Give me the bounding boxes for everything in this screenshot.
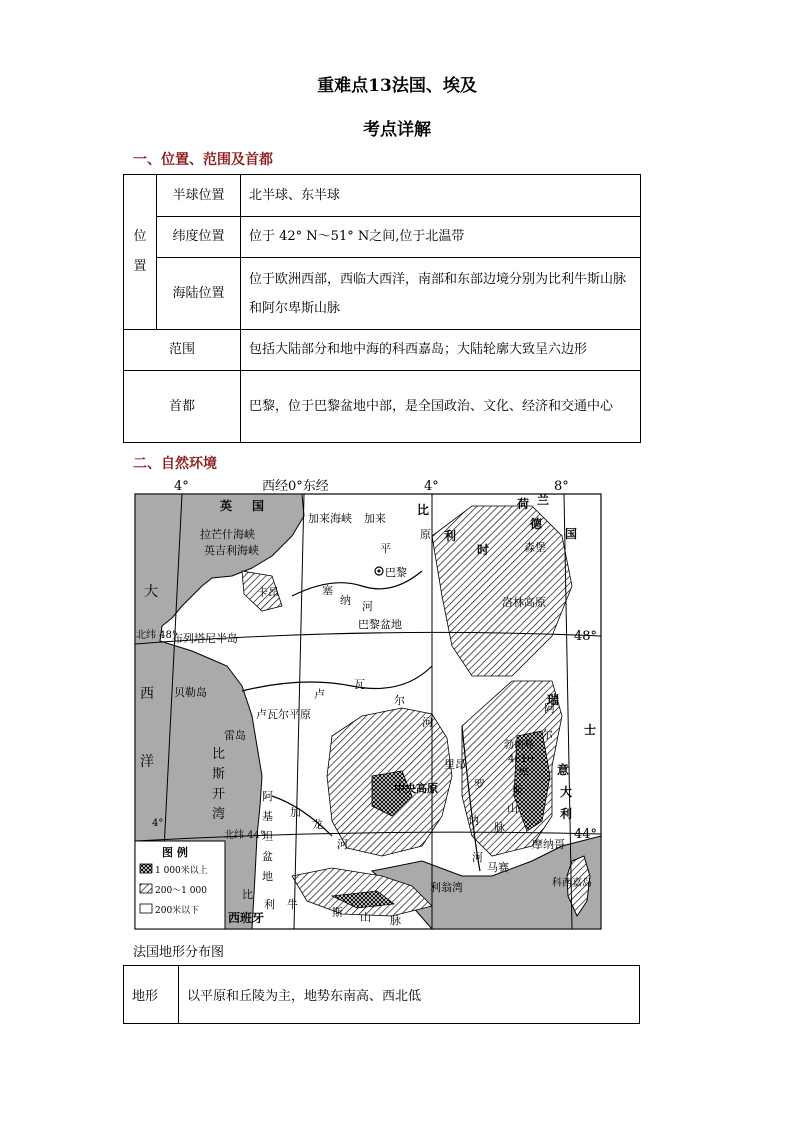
row-label-hemisphere: 半球位置	[157, 175, 241, 217]
label-alps-4: 斯	[512, 784, 523, 797]
tick-left-4: 4°	[152, 818, 164, 829]
label-england-1: 英	[220, 499, 233, 513]
label-garonne-3: 河	[337, 838, 348, 851]
tick-left-44: 北纬 44°	[224, 830, 265, 841]
label-luxembourg: 森堡	[524, 541, 546, 554]
tick-right-44: 44°	[574, 827, 598, 842]
document-title: 重难点13法国、埃及	[317, 76, 477, 96]
label-germany-2: 国	[565, 527, 578, 541]
terrain-table	[123, 965, 640, 1024]
label-alps-2: 尔	[542, 728, 553, 741]
tick-right-48: 48°	[574, 629, 598, 644]
label-massif-central: 中央高原	[394, 782, 438, 795]
label-plain-2: 原	[420, 528, 431, 541]
label-pyrenees-5: 山	[360, 911, 371, 924]
section-heading-location: 一、位置、范围及首都	[133, 152, 273, 168]
label-switzerland-1: 瑞	[547, 693, 560, 707]
label-biscay-3: 开	[212, 787, 226, 802]
label-england-2: 国	[252, 499, 265, 513]
terrain-content: 以平原和丘陵为主，地势东南高、西北低	[179, 966, 640, 1024]
label-garonne-2: 龙	[312, 818, 323, 831]
row-label-latitude: 纬度位置	[157, 217, 241, 258]
label-aquitaine-2: 基	[262, 810, 273, 823]
label-lorraine: 洛林高原	[502, 596, 546, 609]
tick-top-4w: 4°	[174, 479, 189, 494]
label-alps-1: 阿	[544, 702, 555, 715]
position-cell	[124, 175, 157, 330]
label-alps-3: 卑	[518, 766, 529, 779]
label-pyrenees-1: 比	[242, 888, 253, 901]
label-english-channel: 英吉利海峡	[204, 544, 259, 557]
label-loire-1: 卢	[314, 688, 325, 701]
label-pyrenees-4: 斯	[332, 906, 343, 919]
label-mont-blanc-height: 4810	[508, 754, 534, 765]
label-netherlands-1: 荷	[517, 497, 530, 511]
legend-item-mid: 200～1 000	[155, 886, 207, 896]
tick-top-4e: 4°	[424, 479, 439, 494]
position-label-1: 位	[133, 229, 147, 244]
label-belle-ile: 贝勒岛	[174, 686, 207, 699]
label-pyrenees-2: 利	[264, 898, 275, 911]
label-caen: 卡昂	[257, 586, 279, 599]
label-seine-3: 河	[362, 600, 373, 613]
label-germany-1: 德	[530, 517, 543, 531]
label-seine-2: 纳	[340, 594, 351, 607]
label-italy-2: 大	[560, 785, 573, 799]
label-biscay-1: 比	[212, 747, 226, 762]
label-belgium-2: 利	[444, 529, 457, 543]
label-belgium-1: 比	[417, 503, 430, 517]
row-content-scope: 包括大陆部分和地中海的科西嘉岛；大陆轮廓大致呈六边形	[241, 330, 641, 371]
label-marseille: 马赛	[487, 861, 509, 874]
label-paris: 巴黎	[385, 566, 407, 579]
label-rhone-2: 讷	[468, 814, 479, 827]
label-loire-3: 尔	[394, 694, 405, 707]
tick-left-48: 北纬 48°	[136, 630, 177, 641]
label-italy-3: 利	[560, 807, 573, 821]
label-biscay-4: 湾	[212, 807, 226, 822]
row-content-hemisphere: 北半球、东半球	[241, 175, 641, 217]
legend-title: 图 例	[162, 846, 188, 859]
tick-top-8e: 8°	[554, 479, 569, 494]
row-label-sea-land: 海陆位置	[157, 258, 241, 330]
legend-item-low: 200米以下	[155, 906, 200, 916]
map-legend	[135, 841, 225, 929]
row-content-capital: 巴黎，位于巴黎盆地中部，是全国政治、文化、经济和交通中心	[241, 371, 641, 443]
label-belgium-3: 时	[477, 543, 490, 557]
label-lyon: 里昂	[444, 758, 466, 771]
label-loire-2: 瓦	[354, 678, 365, 691]
position-label-2: 置	[133, 259, 147, 274]
label-seine-1: 塞	[322, 584, 333, 597]
row-label-capital: 首都	[124, 371, 241, 443]
label-loire-plain: 卢瓦尔平原	[256, 708, 311, 721]
label-plain-1: 平	[380, 542, 391, 555]
label-biscay-2: 斯	[212, 767, 226, 782]
label-gulf-of-lion: 利翁湾	[430, 881, 463, 894]
label-monaco: 摩纳哥	[532, 838, 565, 851]
label-aquitaine-4: 盆	[262, 850, 273, 863]
label-pyrenees-3: 牛	[287, 898, 298, 911]
label-calais: 加来	[364, 512, 386, 525]
label-atlantic-2: 西	[140, 686, 154, 702]
label-italy-1: 意	[557, 763, 570, 777]
label-corsica: 科西嘉岛	[552, 878, 592, 889]
label-calais-strait: 加来海峡	[308, 512, 352, 525]
label-alps-6: 脉	[494, 821, 505, 834]
label-alps-5: 山	[507, 802, 518, 815]
terrain-label: 地形	[124, 966, 179, 1024]
document-subtitle: 考点详解	[363, 120, 431, 140]
label-la-manche: 拉芒什海峡	[200, 528, 255, 541]
france-terrain-map	[132, 476, 604, 932]
section-heading-nature: 二、自然环境	[133, 456, 217, 472]
label-pyrenees-6: 脉	[390, 914, 401, 927]
row-content-sea-land: 位于欧洲西部，西临大西洋，南部和东部边境分别为比利牛斯山脉和阿尔卑斯山脉	[241, 258, 641, 330]
row-label-scope: 范围	[124, 330, 241, 371]
label-atlantic-1: 大	[144, 584, 158, 600]
map-caption: 法国地形分布图	[133, 945, 225, 960]
label-switzerland-2: 士	[584, 723, 597, 737]
legend-item-high: 1 000米以上	[155, 866, 208, 876]
label-ile-de-re: 雷岛	[224, 729, 246, 742]
label-netherlands-2: 兰	[537, 493, 550, 507]
label-mont-blanc: 勃朗峰	[504, 740, 534, 751]
location-table	[123, 174, 641, 443]
label-atlantic-3: 洋	[140, 754, 154, 770]
row-content-latitude: 位于 42° N～51° N之间,位于北温带	[241, 217, 641, 258]
label-loire-4: 河	[422, 716, 433, 729]
label-brittany: 布列塔尼半岛	[172, 632, 238, 645]
tick-top-0: 西经0°东经	[262, 479, 329, 494]
label-spain: 西班牙	[228, 911, 265, 925]
label-paris-basin: 巴黎盆地	[358, 618, 402, 631]
label-aquitaine-1: 阿	[262, 790, 273, 803]
label-rhone-3: 河	[472, 851, 483, 864]
label-aquitaine-5: 地	[262, 870, 273, 883]
label-rhone-1: 罗	[474, 778, 485, 791]
label-garonne-1: 加	[290, 806, 301, 819]
label-aquitaine-3: 坦	[262, 830, 273, 843]
